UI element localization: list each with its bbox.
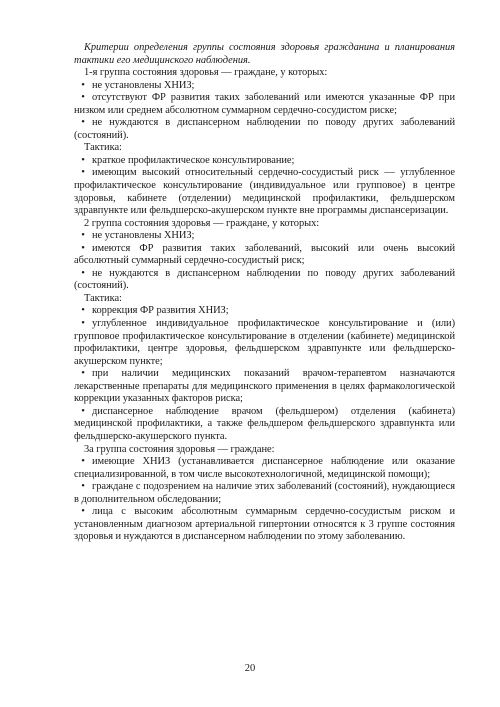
bullet-item [74, 305, 455, 318]
bullet-glyph: • [81, 305, 85, 317]
bullet-item [74, 406, 455, 444]
bullet-text: лица с высоким абсолютным суммарным сердечно-сосудистым риском и установленным диагнозом артериальной гипертонии относятся к 3 группе состояния здоровья и нуждаются в диспансерном наблюдении по этому заболеванию. [74, 506, 455, 543]
bullet-text: не установлены ХНИЗ; [92, 230, 195, 242]
bullet-glyph: • [81, 456, 85, 468]
bullet-text: граждане с подозрением на наличие этих заболеваний (состояний), нуждающиеся в дополнительном обследовании; [74, 481, 455, 505]
bullet-item [74, 80, 455, 93]
bullet-glyph: • [81, 154, 85, 166]
bullet-item [74, 268, 455, 293]
bullet-item [74, 155, 455, 168]
bullet-item [74, 243, 455, 268]
bullet-glyph: • [81, 167, 85, 179]
bullet-glyph: • [81, 92, 85, 104]
page-number: 20 [244, 663, 256, 674]
bullet-glyph: • [81, 506, 85, 518]
bullet-text: не нуждаются в диспансерном наблюдении по поводу других заболеваний (состояний). [74, 117, 455, 141]
paragraph: 2 группа состояния здоровья — граждане, у которых: [84, 217, 320, 229]
paragraph: 3а группа состояния здоровья — граждане: [84, 443, 275, 455]
paragraph: 1-я группа состояния здоровья — граждане, у которых: [84, 67, 328, 79]
bullet-item [74, 506, 455, 544]
bullet-text: коррекция ФР развития ХНИЗ; [92, 305, 229, 317]
bullet-glyph: • [81, 318, 85, 330]
bullet-text: имеются ФР развития таких заболеваний, высокий или очень высокий абсолютный суммарный сердечно-сосудистый риск; [74, 242, 455, 267]
bullet-item [74, 230, 455, 243]
paragraph: Тактика: [84, 292, 122, 304]
bullet-glyph: • [81, 242, 85, 254]
body-text [74, 42, 455, 544]
bullet-text: отсутствуют ФР развития таких заболеваний или имеются указанные ФР при низком или среднем абсолютном суммарном сердечно-сосудистом риске; [74, 92, 455, 116]
bullet-text: не нуждаются в диспансерном наблюдении по поводу других заболеваний (состояний). [74, 267, 455, 292]
bullet-item [74, 456, 455, 481]
bullet-item [74, 117, 455, 142]
bullet-glyph: • [81, 230, 85, 242]
bullet-glyph: • [81, 368, 85, 380]
bullet-text: не установлены ХНИЗ; [92, 79, 195, 91]
paragraph: Тактика: [84, 142, 122, 154]
bullet-glyph: • [81, 405, 85, 417]
bullet-text: при наличии медицинских показаний врачом-терапевтом назначаются лекарственные препараты для медицинского применения в целях фармакологической коррекции указанных факторов риска; [74, 368, 455, 405]
bullet-item [74, 318, 455, 368]
bullet-item [74, 481, 455, 506]
bullet-glyph: • [81, 267, 85, 279]
section-heading: Критерии определения группы состояния здоровья гражданина и планирования тактики его медицинского наблюдения. [74, 42, 455, 66]
bullet-text: имеющим высокий относительный сердечно-сосудистый риск — углубленное профилактическое консультирование (индивидуальное или групповое) в центре здоровья, кабинете (отделении) медицинской профилактики, фельдшерском здравпункте или фельдшерско-акушерском пункте вне программы диспансеризации. [74, 167, 455, 217]
bullet-text: диспансерное наблюдение врачом (фельдшером) отделения (кабинета) медицинской профилактики, а также фельдшером фельдшерского здравпункта или фельдшерско-акушерского пункта. [74, 405, 455, 442]
bullet-glyph: • [81, 481, 85, 493]
bullet-text: краткое профилактическое консультирование; [92, 154, 295, 166]
bullet-text: имеющие ХНИЗ (устанавливается диспансерное наблюдение или оказание специализированной, в том числе высокотехнологичной, медицинской помощи); [74, 456, 455, 480]
bullet-glyph: • [81, 117, 85, 129]
bullet-item [74, 167, 455, 217]
bullet-glyph: • [81, 79, 85, 91]
bullet-item [74, 368, 455, 406]
bullet-item [74, 92, 455, 117]
bullet-text: углубленное индивидуальное профилактическое консультирование и (или) групповое профилактическое консультирование в отделении (кабинете) медицинской профилактики, центре здоровья, фельдшерском здравпункте или фельдшерско-акушерском пункте; [74, 318, 455, 367]
